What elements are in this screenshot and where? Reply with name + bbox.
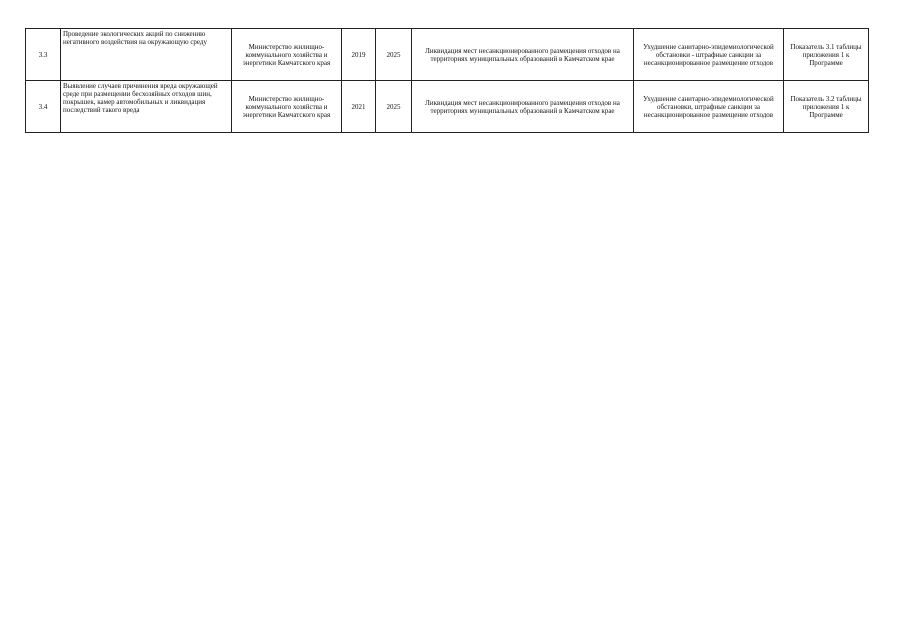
program-measures-table bbox=[25, 28, 869, 133]
table-row bbox=[26, 81, 869, 133]
measure-name: Проведение экологических акций по снижению негативного воздействия на окружающую среду bbox=[61, 29, 232, 81]
expected-result: Ликвидация мест несанкционированного размещения отходов на территориях муниципальных образований в Камчатском крае bbox=[412, 81, 634, 133]
indicator-link: Показатель 3.2 таблицы приложения 1 к Программе bbox=[784, 81, 869, 133]
expected-result: Ликвидация мест несанкционированного размещения отходов на территориях муниципальных образований в Камчатском крае bbox=[412, 29, 634, 81]
consequences: Ухудшение санитарно-эпидемиологической обстановки - штрафные санкции за несанкционированное размещение отходов bbox=[634, 29, 784, 81]
row-number: 3.4 bbox=[26, 81, 61, 133]
indicator-link: Показатель 3.1 таблицы приложения 1 к Программе bbox=[784, 29, 869, 81]
start-year: 2019 bbox=[342, 29, 376, 81]
table-row bbox=[26, 29, 869, 81]
executor: Министерство жилищно-коммунального хозяйства и энергетики Камчатского края bbox=[232, 29, 342, 81]
row-number: 3.3 bbox=[26, 29, 61, 81]
executor: Министерство жилищно-коммунального хозяйства и энергетики Камчатского края bbox=[232, 81, 342, 133]
start-year: 2021 bbox=[342, 81, 376, 133]
measure-name: Выявление случаев причинения вреда окружающей среде при размещении бесхозяйных отходов шин, покрышек, камер автомобильных и ликвидация последствий такого вреда bbox=[61, 81, 232, 133]
document-sheet bbox=[25, 28, 869, 133]
end-year: 2025 bbox=[376, 81, 412, 133]
consequences: Ухудшение санитарно-эпидемиологической обстановки, штрафные санкции за несанкционированное размещение отходов bbox=[634, 81, 784, 133]
end-year: 2025 bbox=[376, 29, 412, 81]
